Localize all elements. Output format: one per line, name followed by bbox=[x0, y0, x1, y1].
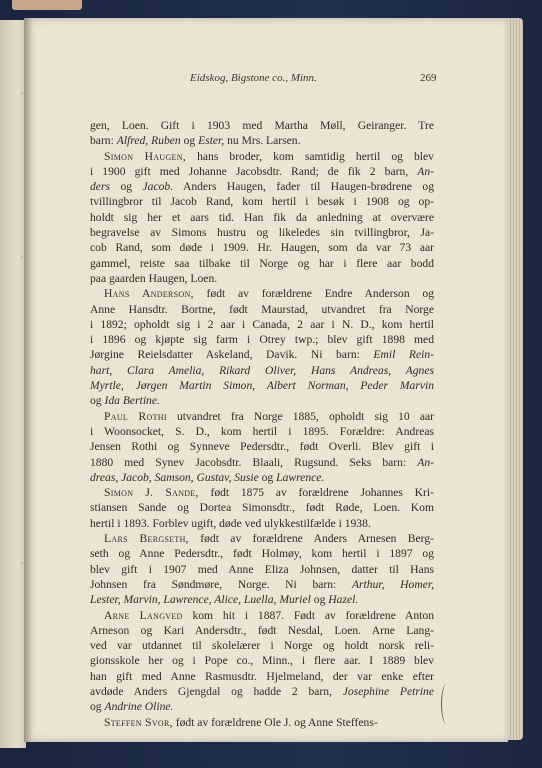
text-line bbox=[90, 715, 434, 730]
text-line bbox=[90, 179, 434, 194]
text-run: cob Rand, som døde i 1909. Hr. Haugen, som da var 73 aar bbox=[90, 241, 434, 255]
text-run: begravelse av Simons hustru og likeledes sin tvillingbror, Ja- bbox=[90, 226, 434, 240]
text-run: født av forældrene Endre Anderson og bbox=[193, 287, 435, 301]
child-names: Emil Rein- bbox=[373, 348, 434, 362]
child-names: Lawrence. bbox=[276, 470, 325, 484]
text-line bbox=[90, 669, 434, 684]
text-line bbox=[90, 118, 434, 133]
body-text bbox=[90, 118, 434, 730]
child-names: Ester, bbox=[198, 134, 225, 148]
left-page-edge bbox=[0, 20, 26, 748]
text-run: født 1875 av forældrene Johannes Kri- bbox=[198, 486, 434, 500]
text-line bbox=[90, 608, 434, 623]
text-line bbox=[90, 210, 434, 225]
text-run: nu Mrs. Larsen. bbox=[224, 134, 301, 148]
text-run: født av forældrene Ole J. og Anne Steffens- bbox=[172, 715, 378, 729]
text-run: og bbox=[258, 470, 277, 484]
child-names: Arthur, Homer, bbox=[351, 577, 434, 591]
pencil-mark bbox=[441, 684, 452, 724]
text-line bbox=[90, 256, 434, 271]
text-line bbox=[90, 485, 434, 500]
text-run: Anders Haugen, fader til Haugen-brødrene og bbox=[173, 180, 435, 194]
text-line bbox=[90, 363, 434, 378]
text-line bbox=[90, 194, 434, 209]
child-names: Andrine Oline. bbox=[104, 700, 174, 714]
text-line bbox=[90, 653, 434, 668]
child-names: Lester, Marvin, Lawrence, Alice, Luella, Muriel bbox=[90, 593, 311, 607]
text-run: gen, Loen. Gift i 1903 med Martha Møll, Geiranger. Tre bbox=[90, 119, 434, 132]
text-run: han gift med Anne Rasmusdtr. Hjelmeland, der var enke efter bbox=[90, 669, 434, 683]
child-names: Jacob. bbox=[142, 180, 174, 194]
text-run: kom hit i 1887. Født av forældrene Anton bbox=[182, 608, 434, 622]
text-line bbox=[90, 393, 434, 408]
text-line bbox=[90, 409, 434, 424]
text-line bbox=[90, 439, 434, 454]
text-run: ved var utdannet til skolelærer i Norge og holdt norsk reli- bbox=[90, 639, 434, 653]
text-line bbox=[90, 133, 434, 148]
text-run: barn: bbox=[90, 134, 117, 148]
running-head: Eidskog, Bigstone co., Minn. bbox=[190, 72, 317, 84]
child-names: Ida Bertine. bbox=[104, 394, 160, 408]
text-run: gionsskole her og i Pope co., Minn., i flere aar. I 1889 blev bbox=[90, 654, 434, 668]
text-line bbox=[90, 684, 434, 699]
text-line bbox=[90, 332, 434, 347]
text-line bbox=[90, 623, 434, 638]
entry-name: Simon J. Sande, bbox=[104, 486, 199, 500]
text-line bbox=[90, 546, 434, 561]
text-line bbox=[90, 562, 434, 577]
entry-name: Arne Langved bbox=[104, 608, 183, 622]
entry-name: Lars Bergseth, bbox=[104, 532, 189, 546]
text-line bbox=[90, 378, 434, 393]
binding-thread-mark: · bbox=[20, 250, 24, 264]
entry-name: Hans Anderson, bbox=[104, 287, 194, 301]
text-run: utvandret fra Norge 1885, opholdt sig 10 aar bbox=[166, 409, 434, 423]
child-names: ders bbox=[90, 180, 110, 194]
text-run: gammel, reiste saa tilbake til Norge og har i flere aar bodd bbox=[90, 256, 434, 270]
child-names: An- bbox=[417, 164, 434, 178]
text-line bbox=[90, 531, 434, 546]
text-run: og bbox=[310, 593, 329, 607]
text-run: avdøde Anders Gjengdal og hadde 2 barn, bbox=[90, 684, 343, 698]
text-run: Johnsen fra Søndmøre, Norge. Ni barn: bbox=[90, 577, 352, 591]
text-run: i Woonsocket, S. D., kom hertil i 1895. Forældre: Andreas bbox=[90, 424, 434, 438]
child-names: Hazel. bbox=[328, 593, 359, 607]
text-run: seth og Anne Pedersdtr., født Holmøy, kom hertil i 1897 og bbox=[90, 547, 434, 561]
child-names: Alfred, Ruben bbox=[116, 134, 181, 148]
text-line bbox=[90, 149, 434, 164]
ribbon-marker bbox=[12, 0, 82, 10]
text-run: og bbox=[90, 700, 105, 714]
text-run: Arneson og Kari Andersdtr., født Nesdal, Loen. Arne Lang- bbox=[90, 623, 434, 637]
text-line bbox=[90, 225, 434, 240]
text-run: Jensen Rothi og Synneve Pedersdtr., født Overli. Blev gift i bbox=[90, 440, 434, 454]
text-run: og bbox=[109, 180, 143, 194]
binding-thread-mark: · bbox=[20, 86, 24, 100]
text-run: født av forældrene Anders Arnesen Berg- bbox=[188, 532, 434, 546]
text-run: hans broder, kom samtidig hertil og blev bbox=[186, 149, 434, 163]
text-line bbox=[90, 302, 434, 317]
text-run: hertil i 1893. Forblev ugift, døde ved ulykkestilfælde i 1938. bbox=[90, 516, 371, 530]
text-run: paa gaarden Haugen, Loen. bbox=[90, 271, 218, 285]
text-run: tvillingbror til Jacob Rand, kom hertil i besøk i 1908 og op- bbox=[90, 195, 434, 209]
text-line bbox=[90, 470, 434, 485]
entry-name: Simon Haugen, bbox=[104, 149, 187, 163]
text-run: i 1900 gift med Johanne Jacobsdtr. Rand; de fik 2 barn, bbox=[90, 164, 418, 178]
child-names: hart, Clara Amelia, Rikard Oliver, Hans Andreas, Agnes bbox=[90, 363, 434, 377]
text-line bbox=[90, 592, 434, 607]
text-line bbox=[90, 317, 434, 332]
child-names: dreas, Jacob, Samson, Gustav, Susie bbox=[90, 470, 259, 484]
text-line bbox=[90, 638, 434, 653]
text-run: i 1892; opholdt sig i 2 aar i Canada, 2 aar i N. D., kom hertil bbox=[90, 317, 434, 331]
text-line bbox=[90, 424, 434, 439]
text-line bbox=[90, 347, 434, 362]
text-line bbox=[90, 240, 434, 255]
text-line bbox=[90, 164, 434, 179]
text-run: i 1896 og kjøpte sig farm i Otrey twp.; blev gift 1898 med bbox=[90, 333, 434, 347]
text-run: holdt sig her et aars tid. Han fik da anledning at overvære bbox=[90, 210, 434, 224]
text-line bbox=[90, 271, 434, 286]
entry-name: Steffen Svor, bbox=[104, 715, 173, 729]
text-line bbox=[90, 500, 434, 515]
text-line bbox=[90, 577, 434, 592]
binding-thread-mark: · bbox=[20, 556, 24, 570]
child-names: An- bbox=[417, 455, 434, 469]
child-names: Josephine Petrine bbox=[342, 684, 434, 698]
text-line bbox=[90, 286, 434, 301]
page-gutter-shadow bbox=[24, 18, 32, 742]
text-run: Jørgine Reielsdatter Askeland, Davik. Ni barn: bbox=[90, 348, 374, 362]
text-run: blev gift i 1907 med Anne Eliza Johnsen, datter til Hans bbox=[90, 562, 434, 576]
text-run: og bbox=[180, 134, 199, 148]
child-names: Myrtle, Jørgen Martin Simon, Albert Norman, Peder Marvin bbox=[90, 379, 434, 393]
page-number: 269 bbox=[420, 72, 437, 84]
text-line bbox=[90, 455, 434, 470]
text-run: stiansen Sande og Dortea Simonsdtr., født Røde, Loen. Kom bbox=[90, 501, 434, 515]
text-run: 1880 med Synev Jacobsdtr. Blaali, Rugsund. Seks barn: bbox=[90, 455, 418, 469]
entry-name: Paul Rothi bbox=[104, 409, 167, 423]
text-run: Anne Hansdtr. Bortne, født Maurstad, utvandret fra Norge bbox=[90, 302, 434, 316]
text-line bbox=[90, 699, 434, 714]
text-line bbox=[90, 516, 434, 531]
text-run: og bbox=[90, 394, 105, 408]
